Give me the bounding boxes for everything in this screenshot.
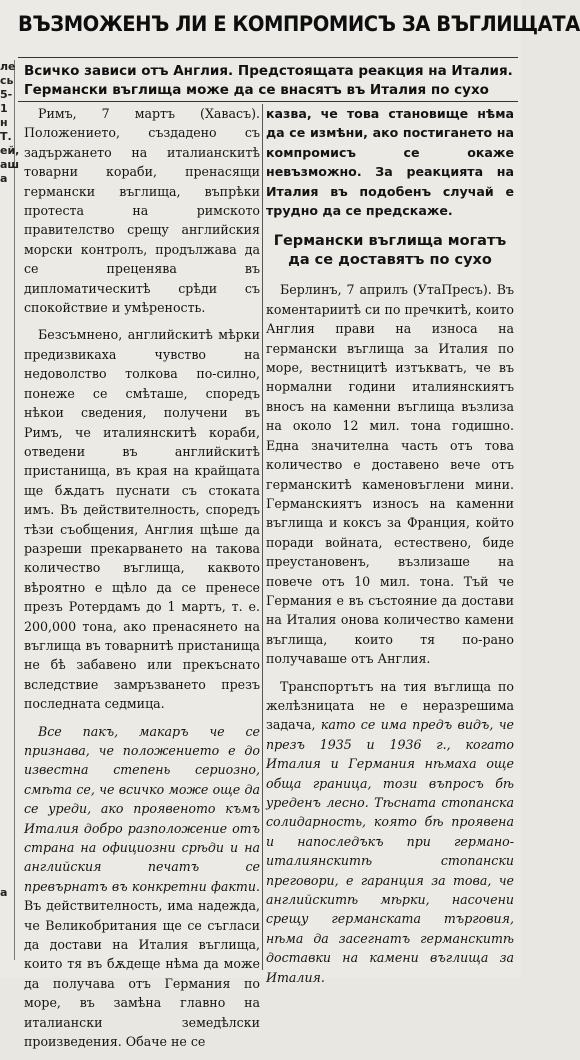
margin-fragment: а	[0, 172, 8, 185]
left-paragraph-3	[24, 722, 260, 1052]
column-divider	[262, 104, 263, 970]
left-paragraph-3-italic: Все пакъ, макаръ че се признава, че положението е до известна степень сериозно, смѣта се, че всичко може още да се уреди, ако проявеното къмъ Италия добро разположение отъ страна на официозни срѣди и на английския печатъ се превърнатъ въ конкретни факти.	[24, 723, 260, 894]
left-paragraph-1: Римъ, 7 мартъ (Хавасъ). Положението, създадено съ задържането на италианскитѣ товарни кораби, пренасящи германски въглища, въпрѣки протеста на римското правителство срещу английския морски контролъ, продължава да се преценява въ дипломатическитѣ срѣди съ спокойствие и умѣреность.	[24, 106, 260, 316]
section-heading: Германски въглища могатъ да се доставятъ по сухо	[273, 233, 507, 269]
right-column	[266, 104, 514, 995]
article-headline: ВЪЗМОЖЕНЪ ЛИ Е КОМПРОМИСЪ ЗА ВЪГЛИЩАТА	[18, 12, 580, 36]
right-paragraph-2: Берлинъ, 7 априлъ (УтаПресъ). Въ коментариитѣ си по пречкитѣ, които Англия прави на износа на германски въглища за Италия по море, вестницитѣ изтъкватъ, че въ нормални години италиянскиятъ вносъ на каменни въглища възлиза на около 12 мил. тона годишно. Една значителна часть отъ това количество е доставено вече отъ германскитѣ каменовъглени мини. Германскиятъ износъ на каменни въглища и коксъ за Франция, който поради войната, естествено, биде преустановенъ, възлизаше на повече отъ 10 мил. тона. Тъй че Германия е въ състояние да достави на Италия онова количество камени въглища, които тя по-рано получаваше отъ Англия.	[266, 282, 514, 667]
margin-fragment: 5-1	[0, 88, 13, 115]
right-paragraph-3-start: Транспортътъ на тия въглища по желѣзницата не е неразрешима задача,	[266, 678, 514, 733]
subheadline-rule	[18, 101, 518, 102]
margin-fragment: ей,	[0, 144, 20, 157]
headline-rule	[18, 57, 518, 58]
right-paragraph-3-italic: като се има предъ видъ, че презъ 1935 и 1936 г., когато Италия и Германия нѣмаха още обща граница, този въпросъ бѣ уреденъ лесно. Тѣсната стопанска солидарность, която бѣ проявена и напоследъкъ при германо-италиянскитѣ стопански преговори, е гаранция за това, че английскитѣ мѣрки, насочени срещу германската търговия, нѣма да засегнатъ германскитѣ доставки на камени въглища за Италия.	[266, 717, 514, 985]
margin-fragment: н	[0, 116, 8, 129]
margin-fragment: аш	[0, 158, 20, 171]
margin-fragment: ле	[0, 60, 16, 73]
left-margin-fragments	[0, 60, 20, 960]
article-subheadline: Всичко зависи отъ Англия. Предстоящата реакция на Италия. Германски въглища може да се внасятъ въ Италия по сухо	[24, 63, 513, 98]
left-paragraph-3-rest: Въ действителность, има надежда, че Великобритания ще се съгласи да достави на Италия въглища, които тя въ бѫдеще нѣма да може да получава отъ Германия по море, въ замѣна главно на италиански земедѣлски произведения. Обаче не се	[24, 898, 260, 1050]
right-paragraph-1: казва, че това становище нѣма да се измѣни, ако постигането на компромисъ се окаже невъзможно. За реакцията на Италия въ подобенъ случай е трудно да се предскаже.	[266, 106, 514, 219]
margin-fragment: сь	[0, 74, 14, 87]
left-column	[24, 104, 260, 1060]
right-paragraph-3	[266, 677, 514, 988]
margin-fragment: а	[0, 886, 8, 899]
margin-fragment: Т.	[0, 130, 12, 143]
right-lead-block	[266, 104, 514, 220]
left-paragraph-2: Безсъмнено, английскитѣ мѣрки предизвикаха чувство на недоволство толкова по-силно, понеже се смѣташе, споредъ нѣкои сведения, получени въ Римъ, че италиянскитѣ кораби, отведени въ английскитѣ пристанища, въ края на крайщата ще бѫдатъ пуснати съ стоката имъ. Въ действителность, споредъ тѣзи съобщения, Англия щѣше да разреши прекарването на такова количество въглища, каквото вѣроятно е щѣло да се пренесе презъ Ротердамъ до 1 мартъ, т. е. 200,000 тона, ако пренасянето на въглища въ товарнитѣ пристанища не бѣ забавено или прекъснато вследствие замръзването презъ последната седмица.	[24, 327, 260, 712]
